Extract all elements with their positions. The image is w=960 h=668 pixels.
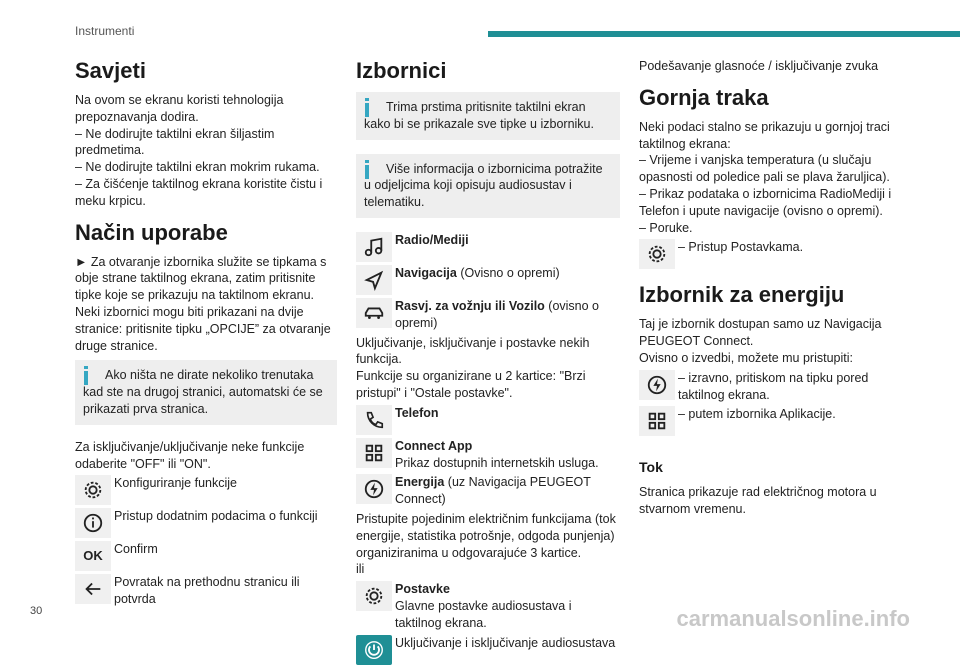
info-icon (365, 160, 369, 163)
column-middle: Izbornici Trima prstima pritisnite taktilni ekran kako bi se prikazale sve tipke u izborniku. Više informacija o izbornicima potražite u odjeljcima koji opisuju audiosustav i telematiku. Radio/Mediji Navigacija (Ovisno o opremi) Rasvj. za vožnju ili Vozilo (ovisno o opremi) Uključivanje, isključivanje i postavke nekih funkcija. Funkcije su organizirane u 2 kartice: "Brzi pristupi" i "Ostale postavke". Telefon Connect App Prikaz dostupnih internetskih usluga. Energija (uz Navigacija PEUGEOT Connect) Pristupite pojedinim električnim funkcijama (tok energije, statistika potrošnje, odgoda punjenja) organiziranima u odgovarajuće 3 kartice. ili Postavke Glavne postavke audiosustava i taktilnog ekrana. Uključivanje i isključivanje audiosustava (356, 58, 620, 668)
energy-bolt-icon (356, 474, 392, 504)
info-note (356, 154, 620, 218)
phone-icon (356, 405, 392, 435)
telefon-label: Telefon (395, 405, 439, 420)
ok-icon: OK (75, 541, 111, 571)
gornja-text: Neki podaci stalno se prikazuju u gornjoj traci taktilnog ekrana: – Vrijeme i vanjska temperatura (u slučaju opasnosti od poledice pali se plava žaruljica). – Prikaz podataka o izbornicima RadioMediji i Telefon i upute navigacije (ovisno o opremi). – Poruke. (639, 119, 892, 235)
vozilo-text: Uključivanje, isključivanje i postavke nekih funkcija. Funkcije su organizirane u 2 kartice: "Brzi pristupi" i "Ostale postavke". (356, 335, 590, 400)
tok-text: Stranica prikazuje rad električnog motora u stvarnom vremenu. (639, 485, 877, 516)
pristup-label: – Pristup Postavkama. (678, 240, 804, 255)
navigation-icon (356, 265, 392, 295)
gear-settings-icon (639, 239, 675, 269)
info-note (356, 92, 620, 140)
apps-grid-icon (639, 406, 675, 436)
energy-option-2: – putem izbornika Aplikacije. (678, 407, 836, 422)
item-label: Povratak na prethodnu stranicu ili potvrda (114, 575, 300, 607)
item-row (75, 574, 337, 608)
savjeti-text: Na ovom se ekranu koristi tehnologija prepoznavanja dodira. – Ne dodirujte taktilni ekran šiljastim predmetima. – Ne dodirujte taktilni ekran mokrim rukama. – Za čišćenje taktilnog ekrana koristite čistu i meku krpicu. (75, 93, 323, 208)
gear-settings-icon (356, 581, 392, 611)
column-right (639, 58, 899, 518)
energy-text: Taj je izbornik dostupan samo uz Navigacija PEUGEOT Connect. Ovisno o izvedbi, možete mu pristupiti: (639, 317, 882, 365)
energy-option-1: – izravno, pritiskom na tipku pored taktilnog ekrana. (678, 370, 869, 402)
gornja-heading: Gornja traka (639, 84, 769, 110)
apps-grid-icon (356, 438, 392, 468)
item-row (75, 508, 337, 538)
car-icon (356, 298, 392, 328)
izbornici-heading: Izbornici (356, 58, 447, 83)
info-icon (365, 98, 369, 101)
energija-label: Energija (395, 475, 445, 490)
info-note (75, 360, 337, 424)
note-text: Ako ništa ne dirate nekoliko trenutaka kad ste na drugoj stranici, automatski će se prikazati prva stranica. (83, 368, 323, 416)
nacin-heading: Način uporabe (75, 219, 228, 245)
item-label: Pristup dodatnim podacima o funkciji (114, 509, 318, 524)
nacin-text: ► Za otvaranje izbornika služite se tipkama s obje strane taktilnog ekrana, zatim pritisnite tipke koje se prikazuju na taktilnom ekranu. Neki izbornici mogu biti prikazani na dvije stranice: pritisnite tipku „OPCIJE” za otvaranje druge stranice. (75, 254, 331, 353)
volume-text: Podešavanje glasnoće / isključivanje zvuka (639, 59, 879, 73)
header-accent-bar (488, 31, 960, 37)
page-number: 30 (30, 605, 43, 617)
tok-heading: Tok (639, 459, 663, 476)
power-label: Uključivanje i isključivanje audiosustava (395, 635, 616, 650)
savjeti-heading: Savjeti (75, 58, 146, 83)
note-text: Trima prstima pritisnite taktilni ekran kako bi se prikazale sve tipke u izborniku. (364, 100, 594, 131)
toggle-text: Za isključivanje/uključivanje neke funkcije odaberite "OFF" ili "ON". (75, 439, 305, 471)
energija-text: Pristupite pojedinim električnim funkcijama (tok energije, statistika potrošnje, odgoda punjenja) organiziranima u odgovarajuće 3 kartice. ili (356, 511, 616, 577)
section-header: Instrumenti (75, 24, 135, 38)
nav-label: Navigacija (395, 265, 457, 280)
item-row (75, 541, 337, 571)
info-icon (75, 508, 111, 538)
gear-settings-icon (75, 475, 111, 505)
item-label: Konfiguriranje funkcije (114, 476, 237, 491)
power-icon (356, 635, 392, 665)
connect-label: Connect App (395, 438, 473, 453)
watermark: carmanualsonline.info (676, 606, 910, 631)
column-left (75, 58, 337, 611)
note-text: Više informacija o izbornicima potražite u odjeljcima koji opisuju audiosustav i telematiku. (364, 161, 603, 210)
energy-heading: Izbornik za energiju (639, 282, 845, 308)
postavke-label: Postavke (395, 582, 450, 597)
radio-label: Radio/Mediji (395, 232, 469, 247)
info-icon (84, 366, 88, 369)
item-row (75, 475, 337, 505)
energy-bolt-icon (639, 370, 675, 400)
item-label: Confirm (114, 542, 158, 557)
vozilo-label: Rasvj. za vožnju ili Vozilo (395, 298, 545, 313)
music-note-icon (356, 232, 392, 262)
back-arrow-icon (75, 574, 111, 604)
